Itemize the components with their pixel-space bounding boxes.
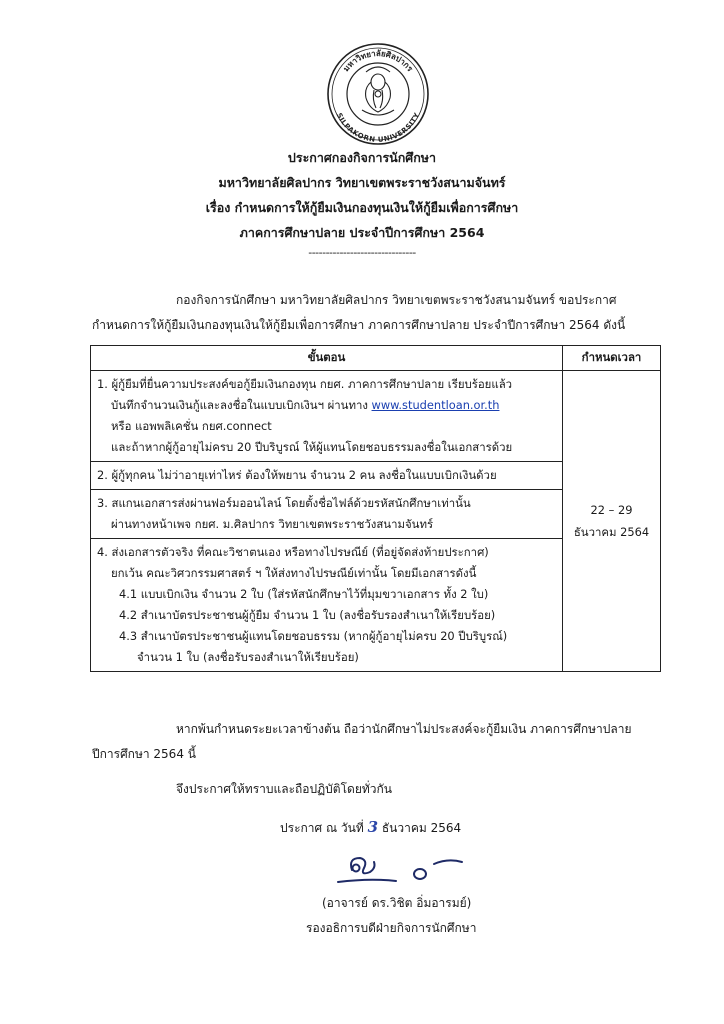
step-3-line-2: ผ่านทางหน้าเพจ กยศ. ม.ศิลปากร วิทยาเขตพระราชวังสนามจันทร์ <box>111 517 434 531</box>
step-1-line-2-text: บันทึกจำนวนเงินกู้และลงชื่อในแบบเบิกเงินฯ ผ่านทาง <box>111 398 372 412</box>
step-1-cell <box>91 371 563 462</box>
step-4-item-1: 4.1 แบบเบิกเงิน จำนวน 2 ใบ (ใส่รหัสนักศึกษาไว้ที่มุมขวาเอกสาร ทั้ง 2 ใบ) <box>119 587 489 601</box>
deadline-month: ธันวาคม 2564 <box>573 525 650 539</box>
university-seal-logo <box>326 42 430 146</box>
step-4-item-3-cont: จำนวน 1 ใบ (ลงชื่อรับรองสำเนาให้เรียบร้อย) <box>137 650 359 664</box>
university-name: มหาวิทยาลัยศิลปากร วิทยาเขตพระราชวังสนามจันทร์ <box>218 175 506 190</box>
step-4-cell <box>91 539 563 672</box>
subject-line: เรื่อง กำหนดการให้กู้ยืมเงินกองทุนเงินให้กู้ยืมเพื่อการศึกษา <box>205 200 519 215</box>
deadline-cell <box>563 371 661 672</box>
step-3-line-1: 3. สแกนเอกสารส่งผ่านฟอร์มออนไลน์ โดยตั้งชื่อไฟล์ด้วยรหัสนักศึกษาเท่านั้น <box>97 496 471 510</box>
step-4-line-2: ยกเว้น คณะวิศวกรรมศาสตร์ ฯ ให้ส่งทางไปรษณีย์เท่านั้น โดยมีเอกสารดังนี้ <box>111 566 477 580</box>
intro-line-1: กองกิจการนักศึกษา มหาวิทยาลัยศิลปากร วิทยาเขตพระราชวังสนามจันทร์ ขอประกาศ <box>176 293 617 307</box>
semester-line: ภาคการศึกษาปลาย ประจำปีการศึกษา 2564 <box>239 225 485 240</box>
closing-line-3: จึงประกาศให้ทราบและถือปฏิบัติโดยทั่วกัน <box>176 782 392 796</box>
handwritten-signature <box>330 848 480 888</box>
svg-text:มหาวิทยาลัยศิลปากร: มหาวิทยาลัยศิลปากร <box>341 48 415 74</box>
step-1-line-1: 1. ผู้กู้ยืมที่ยื่นความประสงค์ขอกู้ยืมเงินกองทุน กยศ. ภาคการศึกษาปลาย เรียบร้อยแล้ว <box>97 377 513 391</box>
schedule-table <box>90 345 661 672</box>
studentloan-link[interactable]: www.studentloan.or.th <box>371 398 500 412</box>
step-2-cell <box>91 462 563 490</box>
date-suffix: ธันวาคม 2564 <box>381 821 462 835</box>
closing-line-2: ปีการศึกษา 2564 นี้ <box>92 747 196 761</box>
step-2-line-1: 2. ผู้กู้ทุกคน ไม่ว่าอายุเท่าไหร่ ต้องให้พยาน จำนวน 2 คน ลงชื่อในแบบเบิกเงินด้วย <box>97 468 497 482</box>
date-prefix: ประกาศ ณ วันที่ <box>280 821 364 835</box>
step-4-line-1: 4. ส่งเอกสารตัวจริง ที่คณะวิชาตนเอง หรือทางไปรษณีย์ (ที่อยู่จัดส่งท้ายประกาศ) <box>97 545 489 559</box>
step-1-line-2 <box>97 395 556 416</box>
signer-position: รองอธิการบดีฝ่ายกิจการนักศึกษา <box>306 921 477 935</box>
header-divider: ------------------------------- <box>308 246 416 259</box>
column-header-step: ขั้นตอน <box>91 346 563 371</box>
intro-line-2: กำหนดการให้กู้ยืมเงินกองทุนเงินให้กู้ยืมเพื่อการศึกษา ภาคการศึกษาปลาย ประจำปีการศึกษา 2564 ดังนี้ <box>92 318 626 332</box>
step-1-line-4: และถ้าหากผู้กู้อายุไม่ครบ 20 ปีบริบูรณ์ ให้ผู้แทนโดยชอบธรรมลงชื่อในเอกสารด้วย <box>111 440 513 454</box>
step-4-item-3: 4.3 สำเนาบัตรประชาชนผู้แทนโดยชอบธรรม (หากผู้กู้อายุไม่ครบ 20 ปีบริบูรณ์) <box>119 629 508 643</box>
date-day: 3 <box>367 818 379 836</box>
step-4-item-2: 4.2 สำเนาบัตรประชาชนผู้กู้ยืม จำนวน 1 ใบ (ลงชื่อรับรองสำเนาให้เรียบร้อย) <box>119 608 496 622</box>
signer-name: (อาจารย์ ดร.วิชิต อิ่มอารมย์) <box>322 896 472 910</box>
step-3-cell <box>91 490 563 539</box>
table-row <box>91 371 661 462</box>
column-header-time: กำหนดเวลา <box>563 346 661 371</box>
closing-line-1: หากพ้นกำหนดระยะเวลาข้างต้น ถือว่านักศึกษาไม่ประสงค์จะกู้ยืมเงิน ภาคการศึกษาปลาย <box>176 722 632 736</box>
table-header-row <box>91 346 661 371</box>
step-1-line-3: หรือ แอพพลิเคชั่น กยศ.connect <box>111 419 272 433</box>
issuer-title: ประกาศกองกิจการนักศึกษา <box>287 150 437 165</box>
svg-text:SILPAKORN UNIVERSITY: SILPAKORN UNIVERSITY <box>334 111 422 144</box>
announcement-date <box>280 818 461 838</box>
deadline-dates: 22 – 29 <box>590 503 633 517</box>
